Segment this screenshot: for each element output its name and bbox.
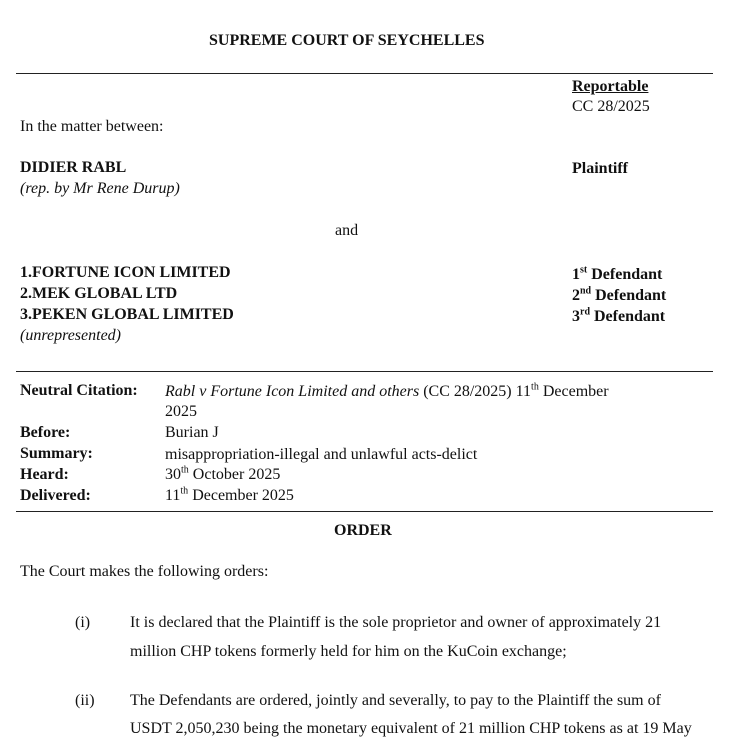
order-1-number: (i) — [75, 614, 91, 631]
plaintiff-role: Plaintiff — [572, 160, 628, 177]
citation-year: 2025 — [165, 403, 197, 420]
and-label: and — [335, 222, 359, 239]
reportable-label: Reportable — [572, 78, 649, 95]
citation-value: Rabl v Fortune Icon Limited and others (CC 28/2025) 11th December — [165, 381, 609, 400]
order-1-line-1: It is declared that the Plaintiff is the sole proprietor and owner of approximately 21 — [130, 614, 662, 631]
citation-label: Neutral Citation: — [20, 382, 138, 399]
before-label: Before: — [20, 424, 71, 441]
defendant-1-role: 1st Defendant — [572, 264, 663, 283]
court-title: SUPREME COURT OF SEYCHELLES — [209, 32, 485, 49]
order-1-line-2: million CHP tokens formerly held for him on the KuCoin exchange; — [130, 643, 567, 660]
order-2-number: (ii) — [75, 692, 95, 709]
order-2-line-1: The Defendants are ordered, jointly and severally, to pay to the Plaintiff the sum of — [130, 692, 661, 709]
heard-label: Heard: — [20, 466, 69, 483]
defendant-3-role: 3rd Defendant — [572, 306, 666, 325]
defendant-1-name: 1.FORTUNE ICON LIMITED — [20, 264, 231, 281]
citation-bottom-divider — [16, 511, 713, 512]
summary-value: misappropriation-illegal and unlawful acts-delict — [165, 446, 478, 463]
header-divider — [16, 73, 713, 74]
plaintiff-name: DIDIER RABL — [20, 159, 127, 176]
matter-between: In the matter between: — [20, 118, 164, 135]
orders-intro: The Court makes the following orders: — [20, 563, 269, 580]
defendants-rep: (unrepresented) — [20, 327, 121, 344]
defendant-2-role: 2nd Defendant — [572, 285, 667, 304]
order-2-line-2: USDT 2,050,230 being the monetary equivalent of 21 million CHP tokens as at 19 May — [130, 720, 692, 737]
defendant-2-name: 2.MEK GLOBAL LTD — [20, 285, 178, 302]
defendant-3-name: 3.PEKEN GLOBAL LIMITED — [20, 306, 234, 323]
plaintiff-rep: (rep. by Mr Rene Durup) — [20, 180, 180, 197]
order-heading: ORDER — [334, 522, 392, 539]
delivered-label: Delivered: — [20, 487, 91, 504]
heard-value: 30th October 2025 — [165, 464, 281, 483]
case-number: CC 28/2025 — [572, 98, 650, 115]
delivered-value: 11th December 2025 — [165, 485, 294, 504]
before-value: Burian J — [165, 424, 219, 441]
citation-top-divider — [16, 371, 713, 372]
summary-label: Summary: — [20, 445, 93, 462]
